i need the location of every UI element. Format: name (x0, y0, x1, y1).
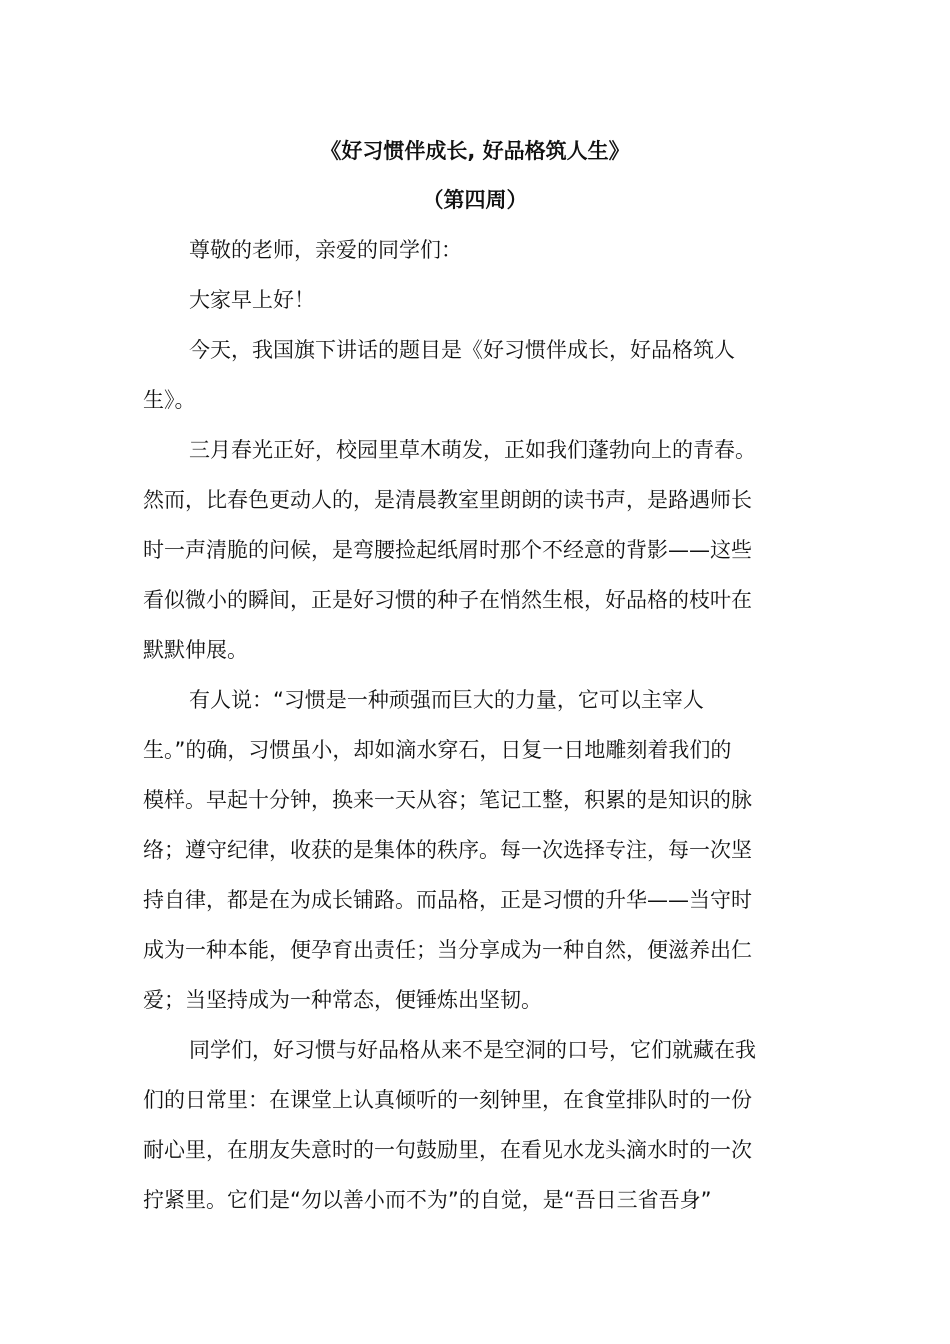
document-title: 《好习惯伴成长, 好品格筑人生》 (320, 139, 630, 163)
body-line: 耐心里，在朋友失意时的一句鼓励里，在看见水龙头滴水时的一次 (143, 1138, 752, 1162)
body-line: 同学们，好习惯与好品格从来不是空洞的口号，它们就藏在我 (189, 1038, 756, 1062)
body-line: 爱；当坚持成为一种常态，便锤炼出坚韧。 (143, 988, 542, 1012)
document-subtitle: （第四周） (422, 188, 528, 212)
body-line: 看似微小的瞬间，正是好习惯的种子在悄然生根，好品格的枝叶在 (143, 588, 752, 612)
body-line: 时一声清脆的问候，是弯腰捡起纸屑时那个不经意的背影——这些 (143, 538, 752, 562)
body-line: 三月春光正好，校园里草木萌发，正如我们蓬勃向上的青春。 (189, 438, 756, 462)
body-line: 默默伸展。 (143, 638, 248, 662)
body-line: 然而，比春色更动人的，是清晨教室里朗朗的读书声，是路遇师长 (143, 488, 752, 512)
body-line: 生》。 (143, 388, 196, 412)
body-line: 络；遵守纪律，收获的是集体的秩序。每一次选择专注，每一次坚 (143, 838, 752, 862)
body-line: 模样。早起十分钟，换来一天从容；笔记工整，积累的是知识的脉 (143, 788, 752, 812)
body-line: 有人说：“习惯是一种顽强而巨大的力量，它可以主宰人 (189, 688, 704, 712)
body-line: 持自律，都是在为成长铺路。而品格，正是习惯的升华——当守时 (143, 888, 752, 912)
document-body (143, 225, 811, 1225)
body-line: 尊敬的老师，亲爱的同学们： (189, 238, 462, 262)
body-line: 大家早上好！ (189, 288, 315, 312)
body-line: 拧紧里。它们是“勿以善小而不为”的自觉，是“吾日三省吾身” (143, 1188, 712, 1212)
body-line: 今天，我国旗下讲话的题目是《好习惯伴成长，好品格筑人 (189, 338, 735, 362)
body-line: 们的日常里：在课堂上认真倾听的一刻钟里，在食堂排队时的一份 (143, 1088, 752, 1112)
body-line: 成为一种本能，便孕育出责任；当分享成为一种自然，便滋养出仁 (143, 938, 752, 962)
body-line: 生。”的确，习惯虽小，却如滴水穿石，日复一日地雕刻着我们的 (143, 738, 732, 762)
